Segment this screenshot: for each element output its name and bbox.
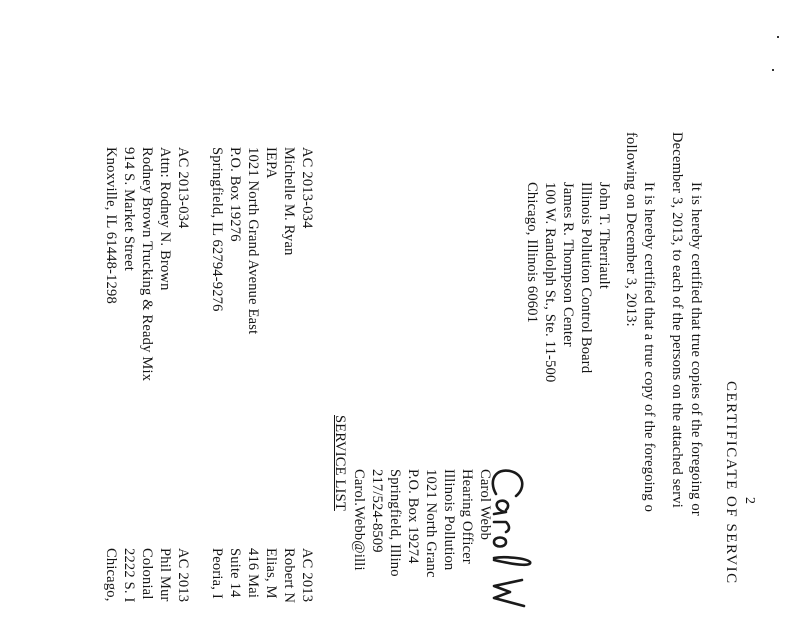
service-right-1-case: AC 2013 (299, 548, 315, 603)
service-right-2-name: Phil Mur (157, 548, 173, 602)
service-right-2-org: Colonial (139, 548, 155, 600)
board-address-org: Illinois Pollution Control Board (578, 182, 594, 374)
board-address-building: James R. Thompson Center (560, 182, 576, 347)
service-left-2-city: Knoxville, IL 61448-1298 (103, 147, 119, 304)
signer-phone: 217/524-8509 (369, 469, 385, 553)
service-right-1-city: Peoria, I (209, 548, 225, 599)
certificate-heading: CERTIFICATE OF SERVIC (723, 381, 739, 585)
service-left-1-pobox: P.O. Box 19276 (227, 147, 243, 242)
service-left-1-street: 1021 North Grand Avenue East (245, 147, 261, 335)
board-address-city: Chicago, Illinois 60601 (524, 182, 540, 324)
service-left-2-name: Attn: Rodney N. Brown (157, 147, 173, 291)
service-right-2-city: Chicago, (103, 548, 119, 602)
certificate-paragraph-1-line-1: It is hereby certified that true copies of the foregoing or (688, 182, 704, 516)
signer-street: 1021 North Granc (423, 469, 439, 578)
service-left-1-case: AC 2013-034 (299, 147, 315, 229)
service-right-1-street: 416 Mai (245, 548, 261, 599)
signer-title: Hearing Officer (459, 469, 475, 564)
service-left-1-name: Michelle M. Ryan (281, 147, 297, 256)
service-right-1-org: Elias, M (263, 548, 279, 599)
service-left-2-street: 914 S. Market Street (121, 147, 137, 272)
signer-city: Springfield, Illino (387, 469, 403, 577)
service-list-heading: SERVICE LIST (332, 415, 348, 511)
board-address-street: 100 W. Randolph St., Ste. 11-500 (542, 182, 558, 383)
service-right-2-street: 2222 S. I (121, 548, 137, 603)
service-right-2-case: AC 2013 (175, 548, 191, 603)
page-number: 2 (742, 497, 757, 505)
certificate-paragraph-2-line-1: It is hereby certified that a true copy of the foregoing o (641, 182, 657, 513)
signer-org: Illinois Pollution (441, 469, 457, 571)
service-left-1-city: Springfield, IL 62794-9276 (209, 147, 225, 312)
service-left-2-org: Rodney Brown Trucking & Ready Mix (139, 147, 155, 382)
service-right-1-name: Robert N (281, 548, 297, 604)
certificate-paragraph-2-line-2: following on December 3, 2013: (623, 132, 639, 327)
signer-name: Carol Webb (477, 469, 493, 541)
service-left-1-org: IEPA (263, 147, 279, 179)
board-address-name: John T. Therriault (596, 182, 612, 290)
service-left-2-case: AC 2013-034 (175, 147, 191, 229)
service-right-1-suite: Suite 14 (227, 548, 243, 598)
certificate-paragraph-1-line-2: December 3, 2013, to each of the persons on the attached servi (669, 132, 685, 508)
signer-pobox: P.O. Box 19274 (405, 469, 421, 564)
signer-email: Carol.Webb@illi (351, 469, 367, 571)
